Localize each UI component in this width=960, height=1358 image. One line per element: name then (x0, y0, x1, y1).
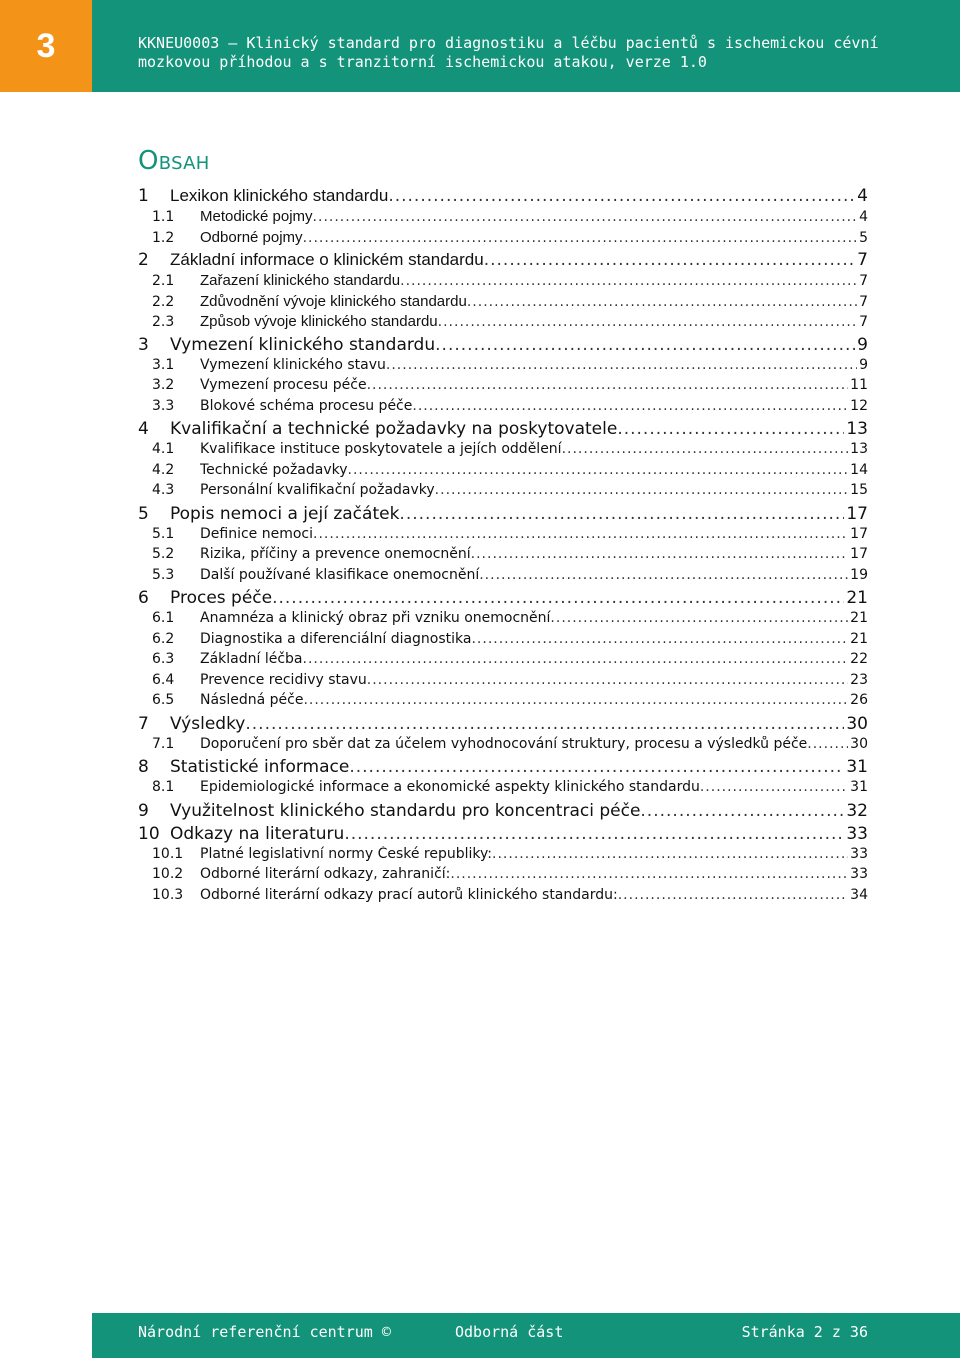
toc-entry-number: 2.3 (152, 314, 175, 330)
toc-entry-title: Proces péče (170, 588, 273, 608)
toc-leader-dots (617, 419, 844, 439)
toc-entry-number: 2.1 (152, 273, 175, 289)
toc-entry-page: 21 (846, 588, 868, 608)
toc-entry-number: 6.2 (152, 630, 175, 647)
toc-chapter-entry[interactable] (138, 588, 868, 610)
toc-leader-dots (471, 631, 848, 647)
document-title: KKNEU0003 – Klinický standard pro diagnostiku a léčbu pacientů s ischemickou cévní mozkovou příhodou a s tranzitorní ischemickou atakou, verze 1.0 (138, 34, 879, 71)
toc-entry-number: 3.1 (152, 356, 175, 373)
toc-leader-dots (303, 230, 858, 246)
toc-entry-title: Lexikon klinického standardu (170, 186, 389, 205)
footer-section: Odborná část (455, 1323, 564, 1341)
footer-page-number: Stránka 2 z 36 (741, 1323, 868, 1341)
toc-entry-number: 5.1 (152, 525, 175, 542)
toc-entry-number: 8.1 (152, 779, 175, 795)
toc-entry-number: 10.1 (152, 845, 184, 862)
toc-entry-number: 4.3 (152, 482, 175, 498)
toc-chapter-entry[interactable] (138, 824, 868, 846)
toc-leader-dots (618, 887, 848, 903)
toc-entry-page: 4 (857, 186, 868, 206)
toc-entry-title: Anamnéza a klinický obraz při vzniku onemocnění (200, 610, 551, 626)
toc-entry-title: Využitelnost klinického standardu pro koncentraci péče (170, 800, 641, 821)
toc-leader-dots (388, 186, 855, 206)
toc-entry-page: 13 (846, 419, 868, 439)
toc-entry-title: Kvalifikace instituce poskytovatele a jejích oddělení (200, 441, 562, 457)
toc-entry-page: 33 (846, 823, 868, 844)
toc-section-entry[interactable] (138, 610, 868, 631)
toc-leader-dots (438, 314, 857, 330)
toc-chapter-entry[interactable] (138, 757, 868, 779)
toc-entry-page: 33 (850, 866, 868, 882)
toc-entry-title: Metodické pojmy (200, 208, 313, 225)
toc-entry-page: 31 (846, 757, 868, 777)
toc-leader-dots (484, 250, 855, 270)
toc-entry-page: 21 (850, 630, 868, 647)
toc-section-entry[interactable] (138, 736, 868, 757)
toc-entry-title: Definice nemoci (200, 525, 314, 542)
toc-entry-page: 23 (850, 671, 868, 688)
toc-entry-page: 7 (857, 250, 868, 270)
toc-chapter-entry[interactable] (138, 504, 868, 526)
toc-entry-page: 33 (850, 845, 868, 862)
toc-chapter-entry[interactable] (138, 186, 868, 208)
toc-entry-number: 1.1 (152, 209, 175, 225)
toc-entry-page: 22 (850, 651, 868, 667)
toc-entry-number: 5.2 (152, 546, 175, 562)
toc-leader-dots (435, 482, 849, 498)
toc-entry-page: 26 (850, 692, 868, 708)
toc-entry-page: 12 (850, 397, 868, 414)
table-of-contents (138, 186, 868, 907)
toc-entry-title: Způsob vývoje klinického standardu (200, 313, 438, 330)
toc-chapter-entry[interactable] (138, 250, 868, 272)
toc-entry-number: 2 (138, 250, 149, 270)
toc-entry-title: Základní informace o klinickém standardu (170, 250, 484, 269)
toc-entry-title: Odkazy na literaturu (170, 823, 345, 844)
toc-entry-number: 10.2 (152, 866, 184, 882)
toc-entry-title: Diagnostika a diferenciální diagnostika (200, 630, 472, 647)
toc-section-entry[interactable] (138, 313, 868, 334)
toc-entry-number: 6.5 (152, 692, 175, 708)
toc-section-entry[interactable] (138, 866, 868, 887)
toc-leader-dots (550, 610, 848, 626)
toc-entry-page: 17 (850, 525, 868, 542)
toc-entry-page: 13 (850, 441, 868, 457)
toc-entry-number: 3.3 (152, 397, 175, 414)
toc-section-entry[interactable] (138, 208, 868, 229)
toc-leader-dots (471, 546, 849, 562)
toc-leader-dots (562, 441, 849, 457)
toc-leader-dots (435, 335, 855, 355)
toc-leader-dots (412, 398, 848, 414)
toc-section-entry[interactable] (138, 526, 868, 547)
toc-entry-page: 11 (850, 377, 868, 393)
toc-entry-title: Doporučení pro sběr dat za účelem vyhodnocování struktury, procesu a výsledků péče (200, 735, 808, 752)
toc-entry-number: 3.2 (152, 377, 175, 393)
toc-entry-title: Odborné literární odkazy, zahraničí: (200, 866, 451, 882)
toc-section-entry[interactable] (138, 377, 868, 398)
toc-section-entry[interactable] (138, 651, 868, 672)
toc-leader-dots (467, 294, 857, 310)
toc-entry-page: 7 (859, 314, 868, 330)
toc-section-entry[interactable] (138, 272, 868, 293)
chapter-number: 3 (36, 26, 56, 65)
toc-entry-title: Výsledky (170, 713, 246, 734)
toc-entry-page: 14 (850, 461, 868, 478)
toc-entry-page: 34 (850, 886, 868, 903)
toc-leader-dots (492, 846, 848, 862)
toc-leader-dots (807, 736, 848, 752)
toc-leader-dots (700, 779, 848, 795)
toc-leader-dots (313, 526, 848, 542)
toc-entry-title: Zdůvodnění vývoje klinického standardu (200, 292, 467, 310)
toc-entry-title: Vymezení klinického standardu (170, 334, 436, 355)
toc-section-entry[interactable] (138, 441, 868, 462)
toc-entry-number: 6.4 (152, 671, 175, 688)
toc-entry-number: 4.2 (152, 461, 175, 478)
toc-entry-page: 30 (846, 713, 868, 734)
toc-entry-page: 9 (859, 356, 868, 373)
toc-entry-page: 31 (850, 779, 868, 795)
toc-entry-number: 10 (138, 823, 160, 844)
toc-entry-title: Vymezení procesu péče (200, 377, 367, 393)
toc-section-entry[interactable] (138, 779, 868, 800)
toc-leader-dots (344, 824, 844, 844)
toc-entry-title: Statistické informace (170, 757, 350, 777)
toc-entry-number: 9 (138, 800, 149, 821)
toc-chapter-entry[interactable] (138, 419, 868, 441)
toc-leader-dots (367, 672, 848, 688)
toc-entry-page: 32 (846, 800, 868, 821)
toc-entry-page: 17 (850, 546, 868, 562)
toc-leader-dots (450, 866, 848, 882)
toc-entry-page: 30 (850, 735, 868, 752)
toc-section-entry[interactable] (138, 692, 868, 713)
toc-entry-title: Blokové schéma procesu péče (200, 397, 413, 414)
toc-entry-page: 5 (859, 229, 868, 246)
toc-leader-dots (245, 714, 844, 734)
toc-entry-number: 6 (138, 588, 149, 608)
toc-section-entry[interactable] (138, 887, 868, 908)
toc-heading: Obsah (138, 146, 210, 176)
toc-section-entry[interactable] (138, 482, 868, 503)
toc-entry-title: Prevence recidivy stavu (200, 671, 367, 688)
toc-entry-title: Následná péče (200, 692, 304, 708)
toc-entry-title: Technické požadavky (200, 461, 348, 478)
toc-entry-title: Odborné pojmy (200, 228, 303, 246)
toc-leader-dots (313, 209, 858, 225)
toc-entry-title: Zařazení klinického standardu (200, 272, 401, 289)
toc-leader-dots (348, 462, 849, 478)
toc-leader-dots (367, 377, 849, 393)
toc-entry-number: 4.1 (152, 441, 175, 457)
header-bar (92, 0, 960, 92)
toc-entry-title: Základní léčba (200, 651, 303, 667)
toc-entry-title: Vymezení klinického stavu (200, 356, 386, 373)
footer-bar (92, 1313, 960, 1358)
toc-entry-title: Popis nemoci a její začátek (170, 503, 400, 524)
toc-chapter-entry[interactable] (138, 335, 868, 357)
toc-entry-page: 19 (850, 566, 868, 583)
toc-entry-title: Další používané klasifikace onemocnění (200, 566, 480, 583)
toc-entry-page: 7 (859, 273, 868, 289)
toc-leader-dots (386, 357, 857, 373)
toc-entry-title: Platné legislativní normy České republiky: (200, 845, 493, 862)
toc-entry-page: 4 (859, 209, 868, 225)
toc-entry-number: 1 (138, 186, 149, 206)
toc-entry-title: Epidemiologické informace a ekonomické aspekty klinického standardu (200, 779, 700, 795)
toc-leader-dots (303, 651, 849, 667)
footer-organization: Národní referenční centrum © (138, 1323, 391, 1341)
toc-entry-number: 1.2 (152, 229, 175, 246)
toc-entry-title: Kvalifikační a technické požadavky na poskytovatele (170, 419, 618, 439)
toc-section-entry[interactable] (138, 631, 868, 652)
toc-leader-dots (399, 504, 844, 524)
toc-leader-dots (400, 273, 857, 289)
toc-entry-number: 7 (138, 713, 149, 734)
toc-entry-title: Odborné literární odkazy prací autorů klinického standardu: (200, 886, 618, 903)
toc-section-entry[interactable] (138, 672, 868, 693)
toc-entry-number: 6.1 (152, 610, 175, 626)
toc-leader-dots (303, 692, 848, 708)
toc-entry-number: 5.3 (152, 566, 175, 583)
toc-entry-page: 9 (857, 334, 868, 355)
toc-entry-number: 4 (138, 419, 149, 439)
toc-leader-dots (272, 588, 844, 608)
toc-entry-page: 15 (850, 482, 868, 498)
toc-entry-page: 21 (850, 610, 868, 626)
toc-entry-title: Rizika, příčiny a prevence onemocnění (200, 546, 471, 562)
toc-entry-number: 10.3 (152, 886, 184, 903)
toc-section-entry[interactable] (138, 546, 868, 567)
toc-section-entry[interactable] (138, 462, 868, 483)
toc-entry-number: 5 (138, 503, 149, 524)
toc-entry-page: 7 (859, 293, 868, 310)
toc-leader-dots (349, 757, 844, 777)
toc-section-entry[interactable] (138, 293, 868, 314)
toc-entry-page: 17 (846, 503, 868, 524)
toc-entry-number: 8 (138, 757, 149, 777)
toc-entry-number: 6.3 (152, 651, 175, 667)
toc-chapter-entry[interactable] (138, 714, 868, 736)
toc-section-entry[interactable] (138, 398, 868, 419)
toc-section-entry[interactable] (138, 567, 868, 588)
toc-leader-dots (479, 567, 848, 583)
toc-entry-number: 7.1 (152, 735, 175, 752)
toc-chapter-entry[interactable] (138, 801, 868, 823)
toc-section-entry[interactable] (138, 357, 868, 378)
toc-entry-title: Personální kvalifikační požadavky (200, 482, 435, 498)
toc-section-entry[interactable] (138, 229, 868, 250)
toc-entry-number: 2.2 (152, 293, 175, 310)
toc-section-entry[interactable] (138, 846, 868, 867)
toc-entry-number: 3 (138, 334, 149, 355)
chapter-badge (0, 0, 92, 92)
toc-leader-dots (640, 801, 844, 821)
